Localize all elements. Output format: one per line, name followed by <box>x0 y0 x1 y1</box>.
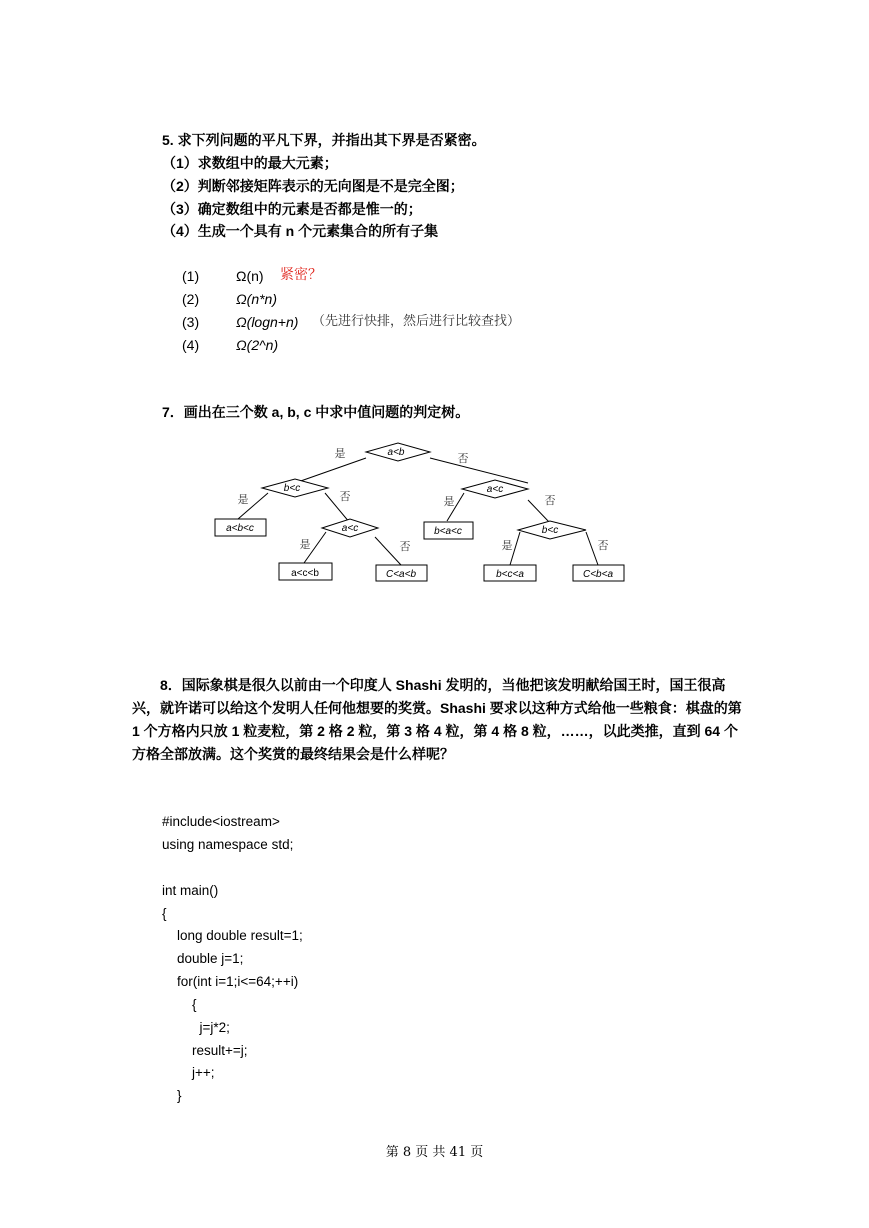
answer-number: (4) <box>182 337 200 353</box>
tree-edge-yes: 是 <box>299 539 311 551</box>
answer-value: Ω(2^n) <box>236 337 279 353</box>
tree-leaf-label: a<b<c <box>226 523 254 534</box>
code-line: { <box>162 997 197 1012</box>
tree-leaf-label: C<b<a <box>582 569 614 580</box>
code-line: using namespace std; <box>162 837 294 852</box>
tree-edge-no: 否 <box>597 540 609 552</box>
code-line: long double result=1; <box>162 928 303 943</box>
code-line: result+=j; <box>162 1043 248 1058</box>
tree-leaf-label: b<c<a <box>496 569 524 580</box>
q5-item-4: （4）生成一个具有 n 个元素集合的所有子集 <box>162 223 439 239</box>
answer-note: （先进行快排，然后进行比较查找） <box>312 314 521 329</box>
code-line: } <box>162 1088 182 1103</box>
answer-number: (2) <box>182 291 200 307</box>
tree-leaf-label: C<a<b <box>385 569 417 580</box>
tree-edge-yes: 是 <box>334 448 346 460</box>
code-line: j++; <box>162 1065 215 1080</box>
q5-item-3: （3）确定数组中的元素是否都是惟一的； <box>162 201 422 217</box>
answer-number: (1) <box>182 268 200 284</box>
answer-note: 紧密？ <box>280 267 322 283</box>
code-line: { <box>162 906 167 921</box>
tree-node-label: a<c <box>341 523 359 534</box>
tree-edge-no: 否 <box>544 495 556 507</box>
tree-edge-no: 否 <box>457 453 469 465</box>
tree-leaf-label: a<c<b <box>291 568 319 579</box>
code-line: #include<iostream> <box>162 814 280 829</box>
tree-node-label: a<b <box>387 447 405 458</box>
answer-number: (3) <box>182 314 200 330</box>
code-line: int main() <box>162 883 219 898</box>
tree-edge-no: 否 <box>339 491 351 503</box>
answer-value: Ω(n) <box>236 268 264 284</box>
answer-value: Ω(logn+n) <box>236 314 299 330</box>
answer-value: Ω(n*n) <box>236 291 277 307</box>
code-line: j=j*2; <box>162 1020 230 1035</box>
tree-edge-no: 否 <box>399 541 411 553</box>
code-line: for(int i=1;i<=64;++i) <box>162 974 299 989</box>
q7-title: 7．画出在三个数 a, b, c 中求中值问题的判定树。 <box>162 404 470 420</box>
page-footer: 第 8 页 共 41 页 <box>385 1145 484 1160</box>
tree-edge-yes: 是 <box>501 540 513 552</box>
tree-edge-yes: 是 <box>443 496 455 508</box>
code-line: double j=1; <box>162 951 244 966</box>
tree-edge-yes: 是 <box>237 494 249 506</box>
tree-leaf-label: b<a<c <box>434 526 462 537</box>
q5-title: 5. 求下列问题的平凡下界，并指出其下界是否紧密。 <box>162 132 486 148</box>
tree-node-label: b<c <box>283 483 301 494</box>
tree-node-label: a<c <box>486 484 504 495</box>
q5-item-2: （2）判断邻接矩阵表示的无向图是不是完全图； <box>162 178 464 194</box>
tree-node-label: b<c <box>541 525 559 536</box>
q8-text: 8．国际象棋是很久以前由一个印度人 Shashi 发明的，当他把该发明献给国王时，国王很高兴，就许诺可以给这个发明人任何他想要的奖赏。Shashi 要求以这种方式给他一些粮食：棋盘的第 1 个方格内只放 1 粒麦粒，第 2 格 2 粒，第 3 格 4 粒，第 4 格 8 粒，……，以此类推，直到 64 个方格全部放满。这个奖赏的最终结果会是什么样呢？ <box>132 677 742 762</box>
q5-item-1: （1）求数组中的最大元素； <box>162 155 338 171</box>
